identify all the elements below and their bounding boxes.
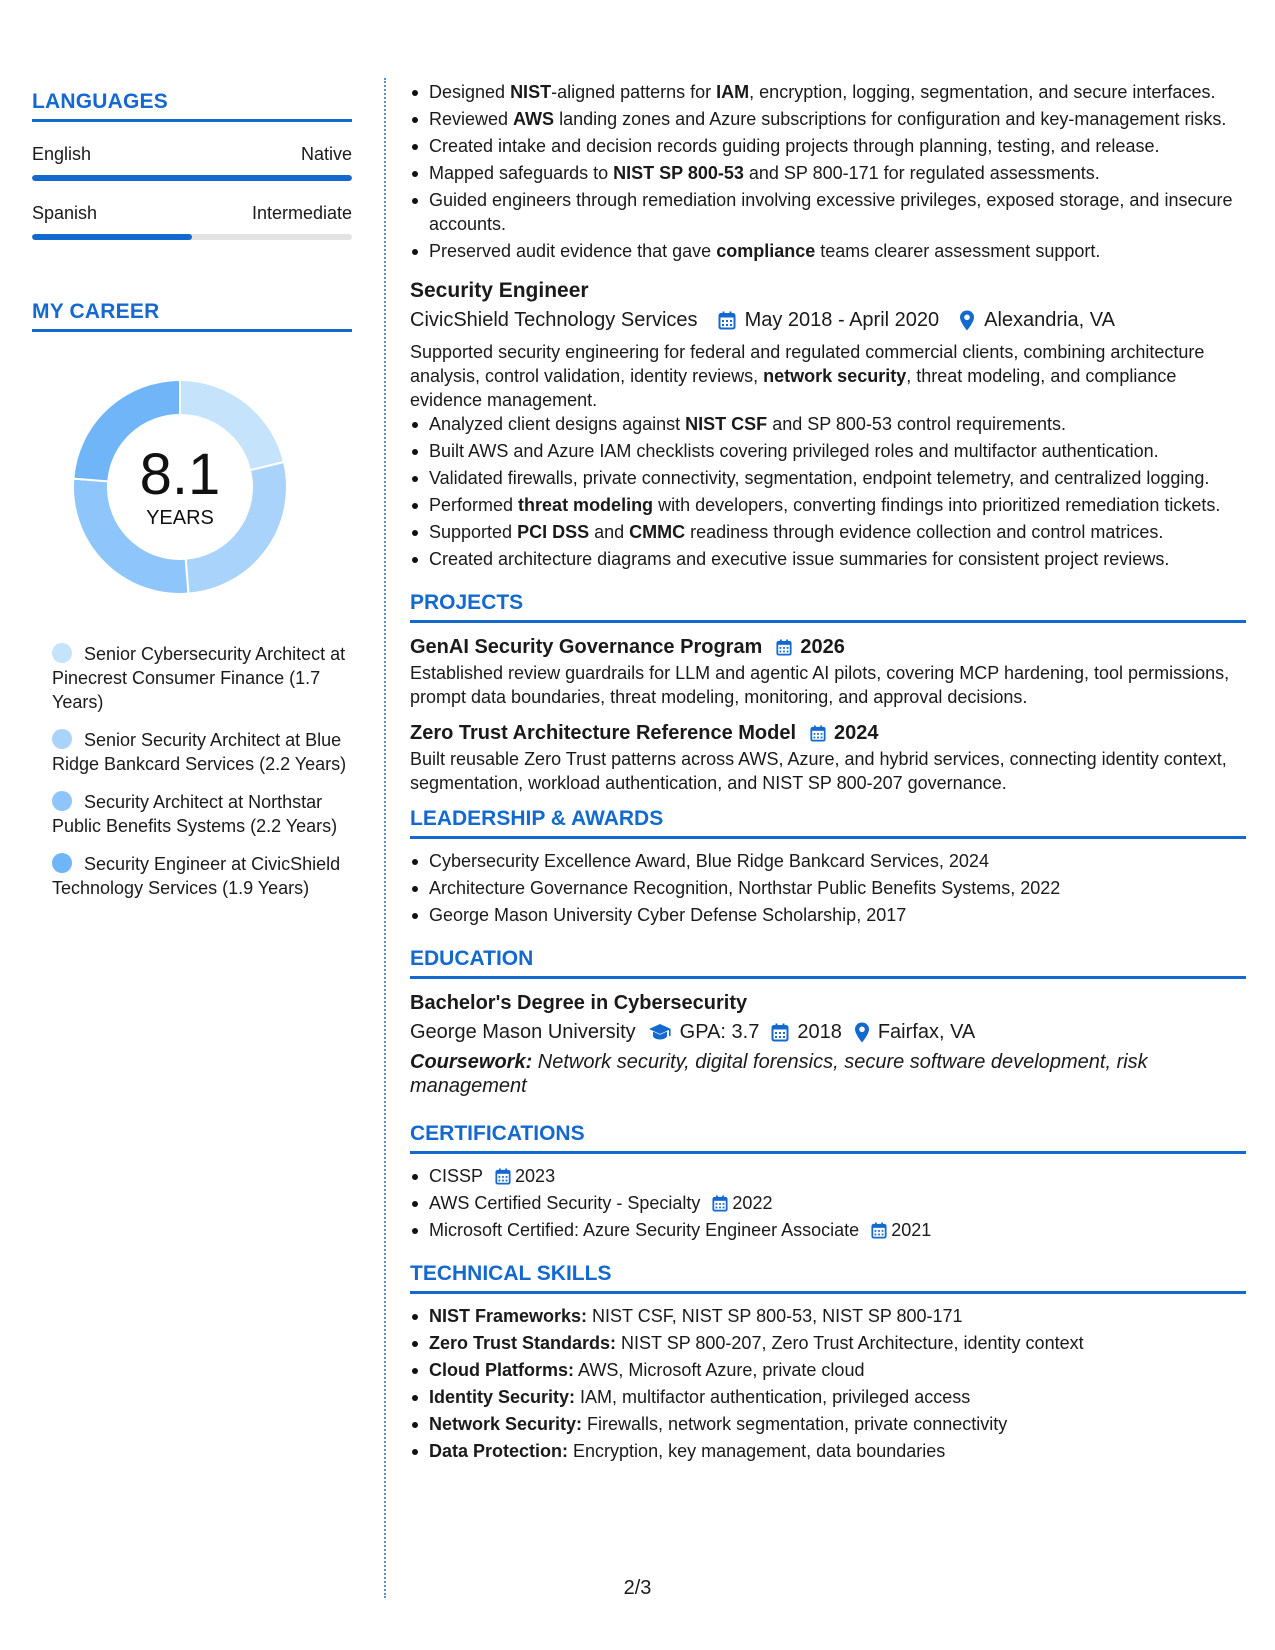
- skill-label: Data Protection:: [429, 1441, 569, 1461]
- job-bullet: [410, 439, 1246, 463]
- location-pin-icon: [854, 1022, 870, 1043]
- language-level: Native: [300, 144, 352, 164]
- career-title: MY CAREER: [32, 300, 160, 323]
- certifications-title: CERTIFICATIONS: [410, 1122, 585, 1145]
- bold-text: NIST CSF: [685, 414, 768, 434]
- career-legend-item: [52, 790, 352, 838]
- job-bullet: [410, 520, 1246, 544]
- skill-label: Identity Security:: [429, 1387, 576, 1407]
- job-summary: [410, 340, 1246, 412]
- text-segment: landing zones and Azure subscriptions for configuration and key-management risks.: [554, 109, 1227, 129]
- certification-line: [429, 1218, 1246, 1242]
- text-segment: Created intake and decision records guiding projects through planning, testing, and release.: [429, 136, 1160, 156]
- bold-text: PCI DSS: [517, 522, 590, 542]
- experience-bullet: [410, 239, 1246, 263]
- text-segment: and SP 800-171 for regulated assessments.: [743, 163, 1100, 183]
- award-item: George Mason University Cyber Defense Scholarship, 2017: [410, 903, 1246, 927]
- language-proficiency-bar: [32, 175, 352, 181]
- bold-text: AWS: [513, 109, 555, 129]
- text-segment: -aligned patterns for: [551, 82, 717, 102]
- job-bullet: [410, 412, 1246, 436]
- skill-item: [410, 1304, 1246, 1328]
- legend-dot: [52, 729, 72, 749]
- previous-role-bullets: [410, 80, 1246, 263]
- skill-item: [410, 1358, 1246, 1382]
- skill-value: AWS, Microsoft Azure, private cloud: [574, 1360, 865, 1380]
- page-number: 2/3: [623, 1577, 652, 1599]
- awards-title: LEADERSHIP & AWARDS: [410, 807, 664, 830]
- text-segment: , threat modeling, and compliance evidence management.: [410, 366, 1177, 410]
- legend-dot: [52, 853, 72, 873]
- certification-name: AWS Certified Security - Specialty: [429, 1193, 701, 1213]
- skill-value: Firewalls, network segmentation, private connectivity: [582, 1414, 1008, 1434]
- experience-bullet: [410, 161, 1246, 185]
- skill-item: [410, 1412, 1246, 1436]
- graduation-cap-icon: [648, 1023, 672, 1041]
- text-segment: Validated firewalls, private connectivity, segmentation, endpoint telemetry, and centralized logging.: [429, 468, 1210, 488]
- skill-item: [410, 1385, 1246, 1409]
- job-location: Alexandria, VA: [984, 309, 1115, 331]
- language-level: Intermediate: [251, 203, 352, 223]
- language-list: [32, 144, 352, 240]
- text-segment: Supported security engineering for federal and regulated commercial clients, combining architecture analysis, control validation, identity reviews,: [410, 342, 1205, 386]
- school-name: George Mason University: [410, 1021, 636, 1043]
- skill-label: Zero Trust Standards:: [429, 1333, 617, 1353]
- calendar-icon: [718, 311, 736, 330]
- certification-year: 2023: [515, 1166, 556, 1186]
- bold-text: NIST: [510, 82, 552, 102]
- certification-line: [429, 1164, 1246, 1188]
- certification-line: [429, 1191, 1246, 1215]
- bold-text: CMMC: [629, 522, 686, 542]
- certification-year: 2022: [732, 1193, 773, 1213]
- project-description: Established review guardrails for LLM and agentic AI pilots, covering MCP hardening, tool permissions, prompt data boundaries, threat modeling, monitoring, and approval decisions.: [410, 663, 1230, 707]
- gpa: GPA: 3.7: [679, 1021, 760, 1043]
- education-rule: [410, 976, 1246, 979]
- career-total-years: 8.1: [139, 441, 221, 507]
- job-company: CivicShield Technology Services: [410, 309, 698, 331]
- language-name: Spanish: [32, 203, 98, 223]
- certification-item: [410, 1218, 1246, 1242]
- award-item: Cybersecurity Excellence Award, Blue Ridge Bankcard Services, 2024: [410, 849, 1246, 873]
- project-name: GenAI Security Governance Program: [410, 636, 763, 658]
- calendar-icon: [776, 639, 792, 656]
- career-legend: [32, 642, 352, 900]
- graduation-year: 2018: [797, 1021, 842, 1043]
- school-location: Fairfax, VA: [877, 1021, 976, 1043]
- text-segment: Reviewed: [429, 109, 514, 129]
- language-row: [32, 144, 352, 165]
- text-segment: Analyzed client designs against: [429, 414, 686, 434]
- legend-label: Security Engineer at CivicShield Technology Services (1.9 Years): [52, 854, 341, 898]
- job-dates: May 2018 - April 2020: [744, 309, 940, 331]
- skill-value: NIST CSF, NIST SP 800-53, NIST SP 800-171: [587, 1306, 963, 1326]
- career-unit: YEARS: [146, 506, 214, 529]
- bold-text: network security: [763, 366, 907, 386]
- experience-bullet: [410, 80, 1246, 104]
- skill-item: [410, 1331, 1246, 1355]
- skills-title: TECHNICAL SKILLS: [410, 1262, 612, 1285]
- skill-label: NIST Frameworks:: [429, 1306, 588, 1326]
- certifications-rule: [410, 1151, 1246, 1154]
- language-proficiency-fill: [32, 175, 352, 181]
- legend-label: Security Architect at Northstar Public Benefits Systems (2.2 Years): [52, 792, 338, 836]
- text-segment: Preserved audit evidence that gave: [429, 241, 717, 261]
- calendar-icon: [810, 725, 826, 742]
- skill-value: Encryption, key management, data boundaries: [568, 1441, 946, 1461]
- career-rule: [32, 329, 352, 332]
- bold-text: IAM: [716, 82, 750, 102]
- language-row: [32, 203, 352, 224]
- project-list: [410, 633, 1246, 795]
- job-bullet: [410, 466, 1246, 490]
- project-title: [410, 633, 1246, 661]
- text-segment: , encryption, logging, segmentation, and secure interfaces.: [749, 82, 1216, 102]
- calendar-icon: [495, 1168, 511, 1185]
- text-segment: readiness through evidence collection and control matrices.: [685, 522, 1164, 542]
- skills-rule: [410, 1291, 1246, 1294]
- text-segment: Guided engineers through remediation involving excessive privileges, exposed storage, and insecure accounts.: [429, 190, 1233, 234]
- projects-rule: [410, 620, 1246, 623]
- certification-year: 2021: [891, 1220, 932, 1240]
- calendar-icon: [871, 1222, 887, 1239]
- certification-item: [410, 1164, 1246, 1188]
- languages-title: LANGUAGES: [32, 90, 168, 113]
- certification-list: [410, 1164, 1246, 1242]
- language-proficiency-bar: [32, 234, 352, 240]
- awards-list: [410, 849, 1246, 927]
- text-segment: Created architecture diagrams and executive issue summaries for consistent project reviews.: [429, 549, 1170, 569]
- project-name: Zero Trust Architecture Reference Model: [410, 722, 797, 744]
- career-legend-item: [52, 642, 352, 714]
- skill-item: [410, 1439, 1246, 1463]
- location-pin-icon: [959, 310, 975, 331]
- career-legend-item: [52, 728, 352, 776]
- certification-name: CISSP: [429, 1166, 484, 1186]
- text-segment: and SP 800-53 control requirements.: [767, 414, 1067, 434]
- project-description: Built reusable Zero Trust patterns across AWS, Azure, and hybrid services, connecting identity context, segmentation, workload authentication, and NIST SP 800-207 governance.: [410, 749, 1227, 793]
- degree: Bachelor's Degree in Cybersecurity: [410, 992, 748, 1014]
- job-meta: [410, 308, 1246, 332]
- bold-text: threat modeling: [518, 495, 654, 515]
- sidebar: [32, 90, 352, 914]
- donut-center: [65, 372, 295, 602]
- text-segment: Mapped safeguards to: [429, 163, 614, 183]
- project-title: [410, 719, 1246, 747]
- text-segment: Built AWS and Azure IAM checklists covering privileged roles and multifactor authentication.: [429, 441, 1159, 461]
- project-year: 2026: [800, 636, 845, 658]
- award-item: Architecture Governance Recognition, Northstar Public Benefits Systems, 2022: [410, 876, 1246, 900]
- text-segment: Supported: [429, 522, 518, 542]
- job-bullets: [410, 412, 1246, 571]
- calendar-icon: [712, 1195, 728, 1212]
- job-title: Security Engineer: [410, 279, 589, 302]
- job-bullet: [410, 493, 1246, 517]
- language-proficiency-fill: [32, 234, 192, 240]
- coursework: [410, 1050, 1246, 1098]
- projects-title: PROJECTS: [410, 591, 524, 614]
- legend-dot: [52, 643, 72, 663]
- bold-text: NIST SP 800-53: [613, 163, 744, 183]
- text-segment: Performed: [429, 495, 519, 515]
- education-meta: [410, 1020, 1246, 1044]
- legend-label: Senior Security Architect at Blue Ridge Bankcard Services (2.2 Years): [52, 730, 347, 774]
- skill-label: Cloud Platforms:: [429, 1360, 575, 1380]
- calendar-icon: [771, 1023, 789, 1042]
- column-divider: [384, 78, 386, 1598]
- languages-rule: [32, 119, 352, 122]
- experience-bullet: [410, 107, 1246, 131]
- career-donut-chart: [65, 372, 295, 602]
- text-segment: with developers, converting findings into prioritized remediation tickets.: [653, 495, 1221, 515]
- certification-name: Microsoft Certified: Azure Security Engineer Associate: [429, 1220, 860, 1240]
- certification-item: [410, 1191, 1246, 1215]
- bold-text: compliance: [716, 241, 816, 261]
- coursework-text: Network security, digital forensics, secure software development, risk management: [410, 1051, 1148, 1097]
- legend-dot: [52, 791, 72, 811]
- skill-value: NIST SP 800-207, Zero Trust Architecture, identity context: [616, 1333, 1084, 1353]
- skills-list: [410, 1304, 1246, 1463]
- education-title: EDUCATION: [410, 947, 534, 970]
- coursework-label: Coursework:: [410, 1051, 533, 1073]
- experience-bullet: [410, 134, 1246, 158]
- skill-label: Network Security:: [429, 1414, 583, 1434]
- language-name: English: [32, 144, 92, 164]
- awards-rule: [410, 836, 1246, 839]
- text-segment: Designed: [429, 82, 511, 102]
- job-bullet: [410, 547, 1246, 571]
- skill-value: IAM, multifactor authentication, privileged access: [575, 1387, 971, 1407]
- experience-bullet: [410, 188, 1246, 236]
- career-legend-item: [52, 852, 352, 900]
- text-segment: teams clearer assessment support.: [815, 241, 1101, 261]
- text-segment: and: [589, 522, 630, 542]
- main-column: [410, 80, 1246, 1466]
- project-year: 2024: [834, 722, 879, 744]
- legend-label: Senior Cybersecurity Architect at Pinecrest Consumer Finance (1.7 Years): [52, 644, 346, 712]
